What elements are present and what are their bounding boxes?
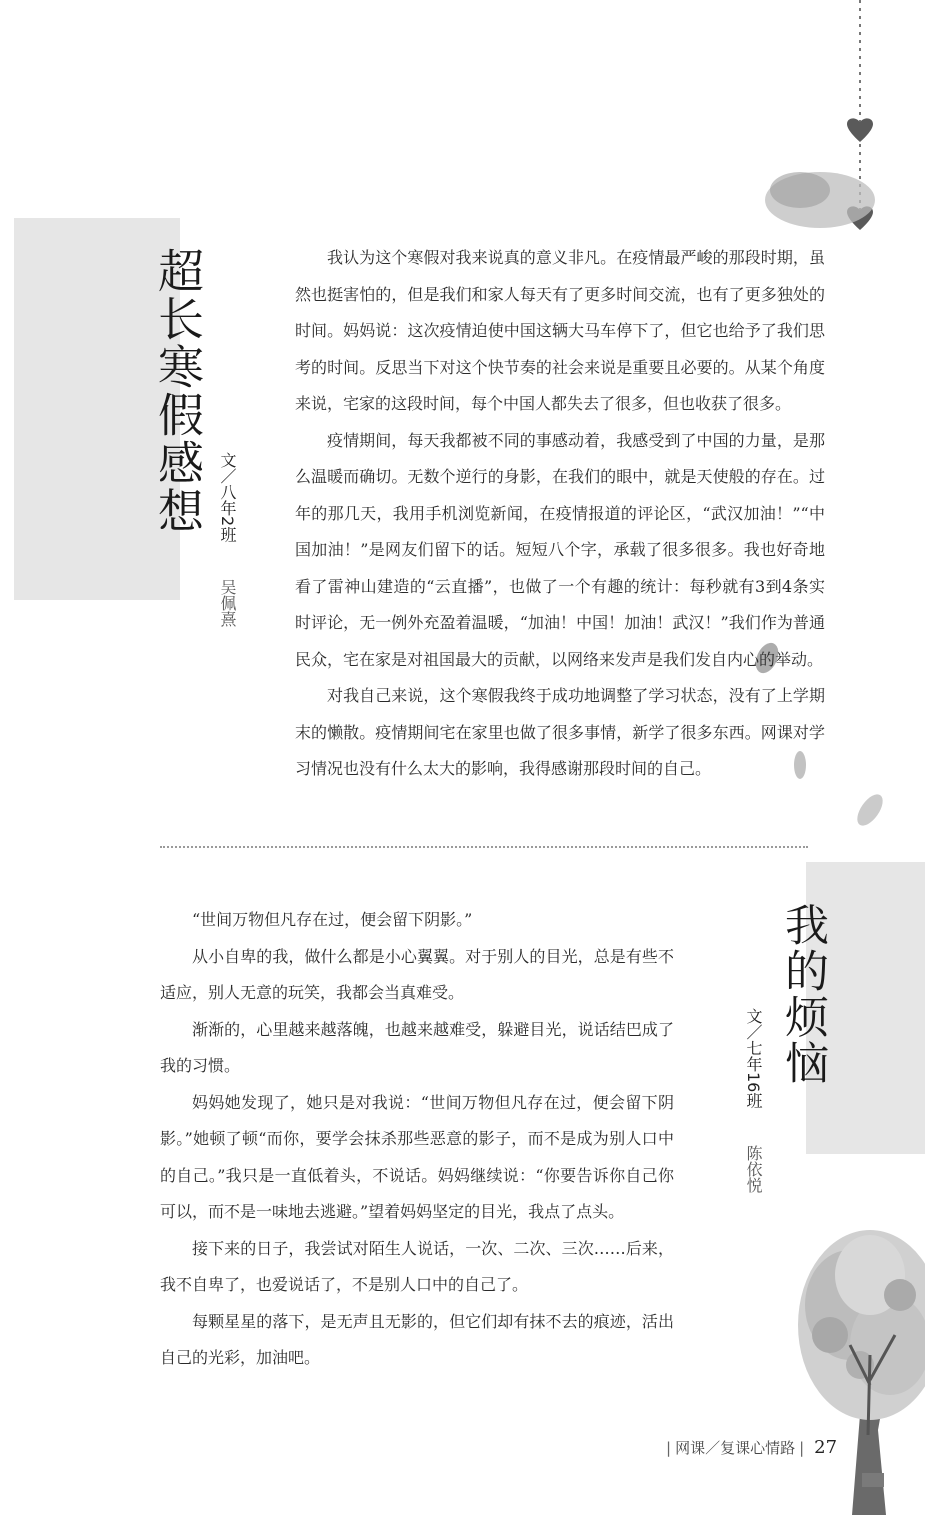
paragraph: 渐渐的，心里越来越落魄，也越来越难受，躲避目光，说话结巴成了我的习惯。 [160, 1019, 674, 1075]
paragraph: 从小自卑的我，做什么都是小心翼翼。对于别人的目光，总是有些不适应，别人无意的玩笑，我都会当真难受。 [160, 946, 674, 1002]
paragraph: 我认为这个寒假对我来说真的意义非凡。在疫情最严峻的那段时期，虽然也挺害怕的，但是我们和家人每天有了更多时间交流，也有了更多独处的时间。妈妈说：这次疫情迫使中国这辆大马车停下了，但它也给予了我们思考的时间。反思当下对这个快节奏的社会来说是重要且必要的。从某个角度来说，宅家的这段时间，每个中国人都失去了很多，但也收获了很多。 [295, 248, 825, 413]
section-divider [160, 846, 808, 848]
tree-illustration [790, 1215, 925, 1525]
page-number: 27 [814, 1437, 838, 1458]
article-2-author: 陈依悦 [744, 1145, 763, 1193]
footer-section-label: 网课／复课心情路 [675, 1439, 796, 1457]
footer-separator: | [666, 1439, 672, 1457]
article-1-author: 吴佩熹 [218, 579, 237, 627]
paragraph: 对我自己来说，这个寒假我终于成功地调整了学习状态，没有了上学期末的懒散。疫情期间宅在家里也做了很多事情，新学了很多东西。网课对学习情况也没有什么太大的影响，我得感谢那段时间的自己。 [295, 686, 825, 778]
article-1-body [295, 240, 825, 788]
article-2-byline: 文／七年16班 [744, 1008, 763, 1109]
paragraph: “世间万物但凡存在过，便会留下阴影。” [192, 910, 473, 929]
article-2-body [160, 902, 674, 1377]
article-1-byline: 文／八年2班 [218, 452, 237, 543]
article-2-title: 我的烦恼 [777, 902, 828, 1086]
petal-decoration [850, 790, 890, 830]
paragraph: 接下来的日子，我尝试对陌生人说话，一次、二次、三次……后来，我不自卑了，也爱说话了，不是别人口中的自己了。 [160, 1238, 674, 1294]
paragraph: 妈妈她发现了，她只是对我说：“世间万物但凡存在过，便会留下阴影。”她顿了顿“而你，要学会抹杀那些恶意的影子，而不是成为别人口中的自己。”我只是一直低着头，不说话。妈妈继续说：“你要告诉你自己你可以，而不是一味地去逃避。”望着妈妈坚定的目光，我点了点头。 [160, 1092, 674, 1221]
paragraph: 每颗星星的落下，是无声且无影的，但它们却有抹不去的痕迹，活出自己的光彩，加油吧。 [160, 1311, 674, 1367]
article-1-title: 超长寒假感想 [151, 247, 205, 535]
page-footer [662, 1437, 837, 1458]
footer-separator: | [799, 1439, 805, 1457]
paragraph: 疫情期间，每天我都被不同的事感动着，我感受到了中国的力量，是那么温暖而确切。无数个逆行的身影，在我们的眼中，就是天使般的存在。过年的那几天，我用手机浏览新闻，在疫情报道的评论区，“武汉加油！”“中国加油！”是网友们留下的话。短短八个字，承载了很多很多。我也好奇地看了雷神山建造的“云直播”，也做了一个有趣的统计：每秒就有3到4条实时评论，无一例外充盈着温暖，“加油！中国！加油！武汉！”我们作为普通民众，宅在家是对祖国最大的贡献，以网络来发声是我们发自内心的举动。 [295, 430, 825, 669]
